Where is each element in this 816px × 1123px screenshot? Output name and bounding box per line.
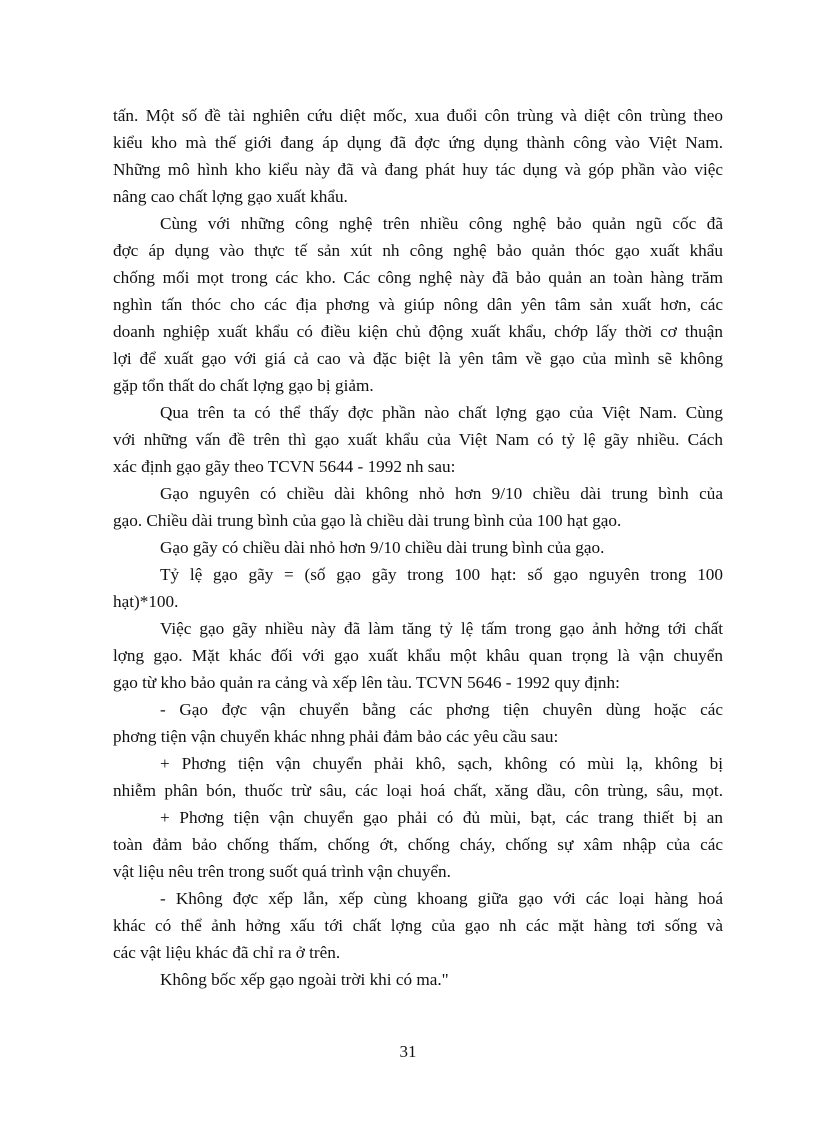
text-line: vật liệu nêu trên trong suốt quá trình vận chuyển. bbox=[113, 862, 451, 881]
text-line: Không bốc xếp gạo ngoài trời khi có ma." bbox=[160, 970, 449, 989]
text-line: - Không đợc xếp lẫn, xếp cùng khoang giữa gạo với các loại hàng hoá bbox=[160, 889, 723, 908]
text-line: kiểu kho mà thế giới đang áp dụng đã đợc ứng dụng thành công vào Việt Nam. bbox=[113, 133, 723, 152]
text-line: đợc áp dụng vào thực tế sản xút nh công nghệ bảo quản thóc gạo xuất khẩu bbox=[113, 241, 723, 260]
text-line: toàn đảm bảo chống thấm, chống ớt, chống cháy, chống sự xâm nhập của các bbox=[113, 835, 723, 854]
text-line: hạt)*100. bbox=[113, 592, 179, 611]
text-line: Việc gạo gãy nhiều này đã làm tăng tỷ lệ tấm trong gạo ảnh hởng tới chất bbox=[160, 619, 723, 638]
text-line: chống mối mọt trong các kho. Các công nghệ này đã bảo quản an toàn hàng trăm bbox=[113, 268, 723, 287]
text-line: tấn. Một số đề tài nghiên cứu diệt mốc, xua đuổi côn trùng và diệt côn trùng theo bbox=[113, 106, 723, 125]
text-line: + Phơng tiện vận chuyển phải khô, sạch, không có mùi lạ, không bị bbox=[160, 754, 723, 773]
text-line: Cùng với những công nghệ trên nhiều công nghệ bảo quản ngũ cốc đã bbox=[160, 214, 723, 233]
text-line: gạo. Chiều dài trung bình của gạo là chiều dài trung bình của 100 hạt gạo. bbox=[113, 511, 622, 530]
text-line: với những vấn đề trên thì gạo xuất khẩu của Việt Nam có tỷ lệ gãy nhiều. Cách bbox=[113, 430, 723, 449]
text-line: Gạo gãy có chiều dài nhỏ hơn 9/10 chiều dài trung bình của gạo. bbox=[160, 538, 605, 557]
text-line: khác có thể ảnh hởng xấu tới chất lợng của gạo nh các mặt hàng tơi sống và bbox=[113, 916, 723, 935]
text-line: xác định gạo gãy theo TCVN 5644 - 1992 nh sau: bbox=[113, 457, 456, 476]
text-line: - Gạo đợc vận chuyển bằng các phơng tiện chuyên dùng hoặc các bbox=[160, 700, 723, 719]
body-text bbox=[113, 102, 723, 993]
text-line: nghìn tấn thóc cho các địa phơng và giúp nông dân yên tâm sản xuất hơn, các bbox=[113, 295, 723, 314]
text-line: + Phơng tiện vận chuyển gạo phải có đủ mùi, bạt, các trang thiết bị an bbox=[160, 808, 723, 827]
text-line: doanh nghiệp xuất khẩu có điều kiện chủ động xuất khẩu, chớp lấy thời cơ thuận bbox=[113, 322, 723, 341]
text-line: nâng cao chất lợng gạo xuất khẩu. bbox=[113, 187, 348, 206]
text-line: Gạo nguyên có chiều dài không nhỏ hơn 9/10 chiều dài trung bình của bbox=[160, 484, 723, 503]
text-line: lợi để xuất gạo với giá cả cao và đặc biệt là yên tâm về gạo của mình sẽ không bbox=[113, 349, 723, 368]
text-line: gạo từ kho bảo quản ra cảng và xếp lên tàu. TCVN 5646 - 1992 quy định: bbox=[113, 673, 620, 692]
text-line: các vật liệu khác đã chỉ ra ở trên. bbox=[113, 943, 341, 962]
text-line: Những mô hình kho kiểu này đã và đang phát huy tác dụng và góp phần vào việc bbox=[113, 160, 723, 179]
text-line: Tỷ lệ gạo gãy = (số gạo gãy trong 100 hạt: số gạo nguyên trong 100 bbox=[160, 565, 723, 584]
text-line: lợng gạo. Mặt khác đối với gạo xuất khẩu một khâu quan trọng là vận chuyển bbox=[113, 646, 723, 665]
page-number: 31 bbox=[399, 1042, 417, 1061]
text-line: Qua trên ta có thể thấy đợc phần nào chất lợng gạo của Việt Nam. Cùng bbox=[160, 403, 723, 422]
text-line: nhiễm phân bón, thuốc trừ sâu, các loại hoá chất, xăng dầu, côn trùng, sâu, mọt. bbox=[113, 781, 723, 800]
text-line: gặp tổn thất do chất lợng gạo bị giảm. bbox=[113, 376, 374, 395]
text-line: phơng tiện vận chuyển khác nhng phải đảm bảo các yêu cầu sau: bbox=[113, 727, 559, 746]
